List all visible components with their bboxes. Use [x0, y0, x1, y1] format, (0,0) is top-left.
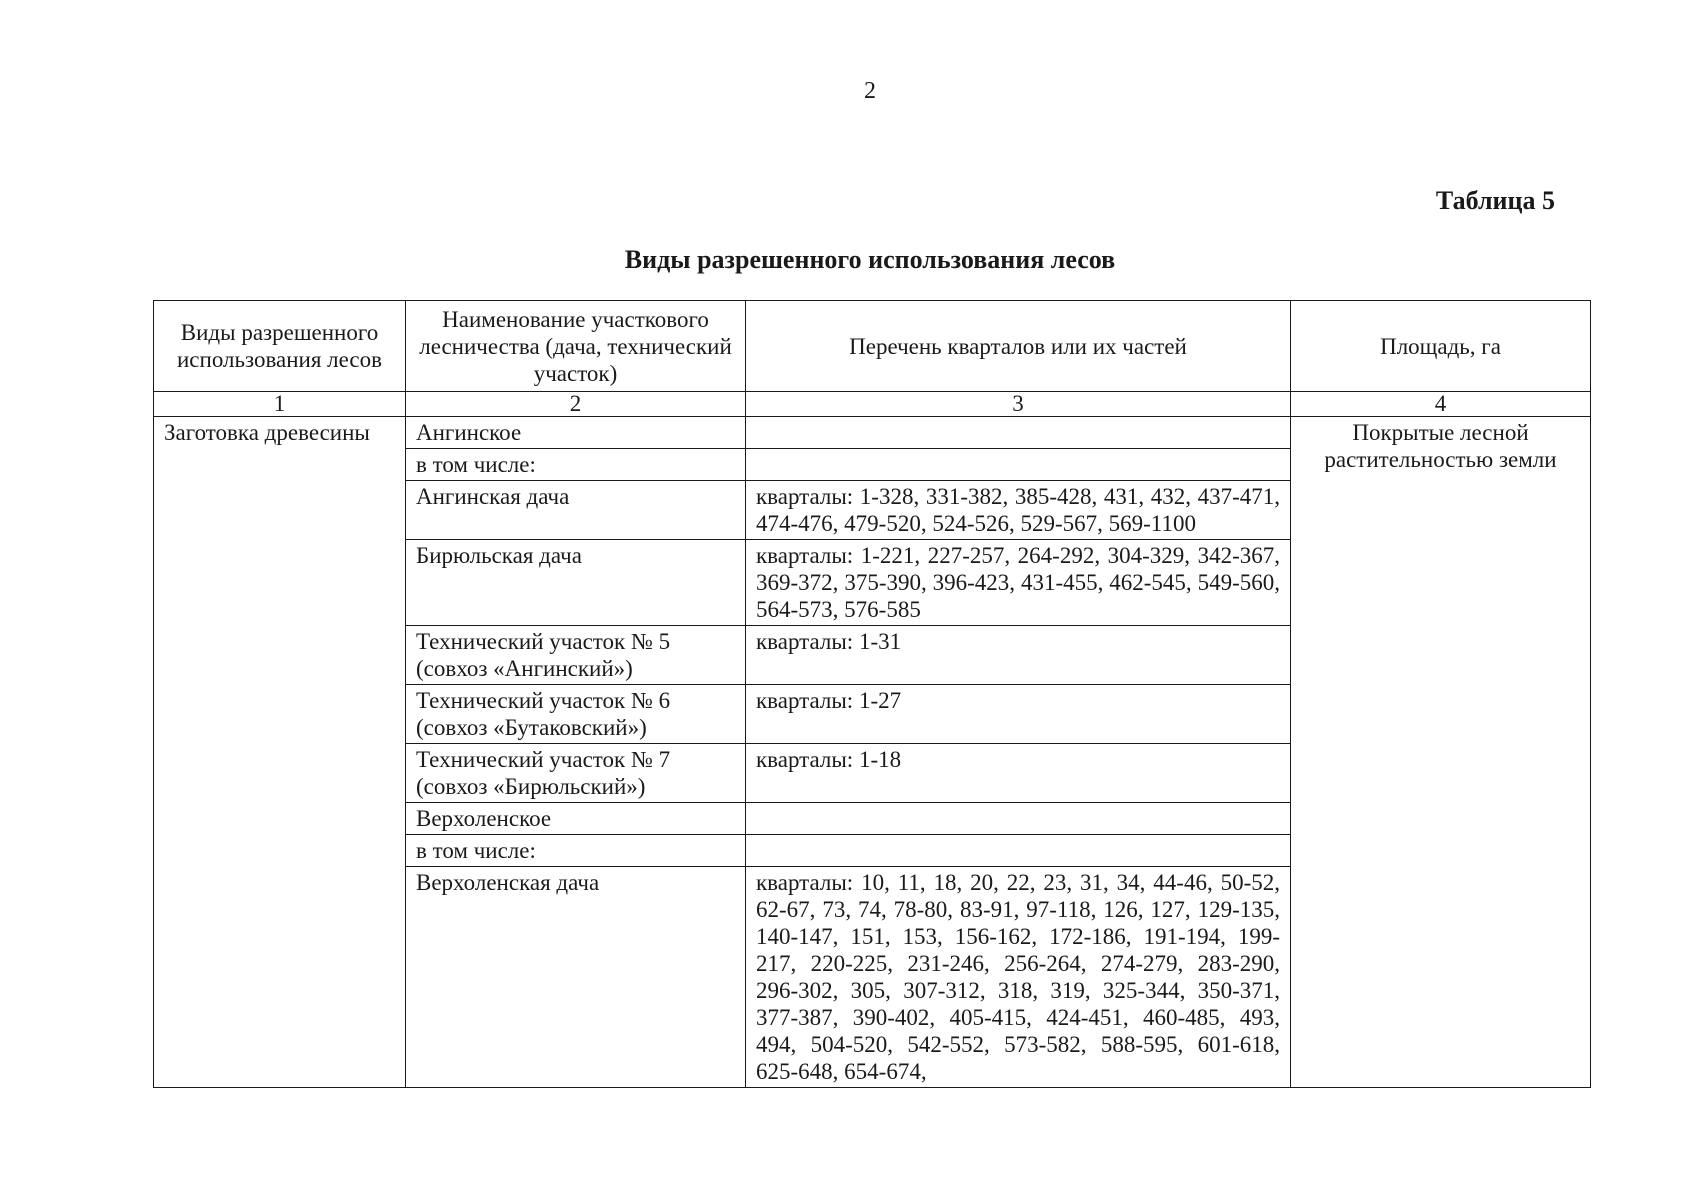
quarters-cell	[746, 449, 1291, 481]
quarters-cell: кварталы: 1-27	[746, 685, 1291, 744]
quarters-cell: кварталы: 1-18	[746, 744, 1291, 803]
column-number: 4	[1291, 392, 1591, 417]
table-header-row	[154, 301, 1591, 392]
column-number: 1	[154, 392, 406, 417]
forestry-name-cell: Верхоленское	[406, 803, 746, 835]
header-quarters-list: Перечень кварталов или их частей	[746, 301, 1291, 392]
header-area: Площадь, га	[1291, 301, 1591, 392]
quarters-cell: кварталы: 1-328, 331-382, 385-428, 431, 432, 437-471, 474-476, 479-520, 524-526, 529-567, 569-1100	[746, 481, 1291, 540]
header-forestry-name: Наименование участкового лесничества (дача, технический участок)	[406, 301, 746, 392]
quarters-cell	[746, 803, 1291, 835]
forestry-name-cell: Технический участок № 5 (совхоз «Ангинский»)	[406, 626, 746, 685]
forest-use-table	[153, 300, 1591, 1088]
column-number: 2	[406, 392, 746, 417]
header-usage-type: Виды разрешенного использования лесов	[154, 301, 406, 392]
page-number: 2	[864, 78, 876, 104]
forestry-name-cell: Бирюльская дача	[406, 540, 746, 626]
column-number: 3	[746, 392, 1291, 417]
forestry-name-cell: Верхоленская дача	[406, 867, 746, 1088]
table-row	[154, 417, 1591, 449]
forestry-name-cell: Ангинская дача	[406, 481, 746, 540]
quarters-cell: кварталы: 1-221, 227-257, 264-292, 304-329, 342-367, 369-372, 375-390, 396-423, 431-455, 462-545, 549-560, 564-573, 576-585	[746, 540, 1291, 626]
usage-type-cell: Заготовка древесины	[154, 417, 406, 1088]
forestry-name-cell: в том числе:	[406, 835, 746, 867]
quarters-cell	[746, 417, 1291, 449]
forestry-name-cell: Технический участок № 6 (совхоз «Бутаковский»)	[406, 685, 746, 744]
quarters-cell	[746, 835, 1291, 867]
forestry-name-cell: Ангинское	[406, 417, 746, 449]
forestry-name-cell: Технический участок № 7 (совхоз «Бирюльский»)	[406, 744, 746, 803]
area-cell: Покрытые лесной растительностью земли	[1291, 417, 1591, 1088]
table-number: Таблица 5	[1435, 186, 1555, 215]
quarters-cell: кварталы: 10, 11, 18, 20, 22, 23, 31, 34, 44-46, 50-52, 62-67, 73, 74, 78-80, 83-91, 97-118, 126, 127, 129-135, 140-147, 151, 153, 156-162, 172-186, 191-194, 199-217, 220-225, 231-246, 256-264, 274-279, 283-290, 296-302, 305, 307-312, 318, 319, 325-344, 350-371, 377-387, 390-402, 405-415, 424-451, 460-485, 493, 494, 504-520, 542-552, 573-582, 588-595, 601-618, 625-648, 654-674,	[746, 867, 1291, 1088]
forestry-name-cell: в том числе:	[406, 449, 746, 481]
column-number-row	[154, 392, 1591, 417]
document-title: Виды разрешенного использования лесов	[624, 245, 1116, 274]
quarters-cell: кварталы: 1-31	[746, 626, 1291, 685]
